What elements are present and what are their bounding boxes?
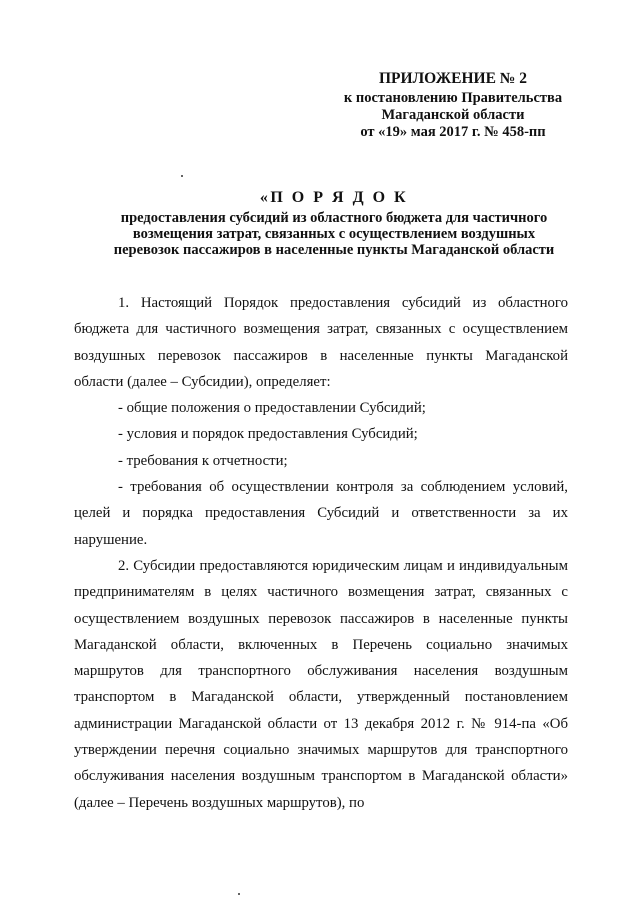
title-heading: «П О Р Я Д О К <box>259 189 409 206</box>
title-line-3: перевозок пассажиров в населенные пункты Магаданской области <box>113 242 555 258</box>
scan-speck <box>181 175 183 177</box>
title-line-2: возмещения затрат, связанных с осуществлением воздушных <box>132 226 536 242</box>
title-line-1: предоставления субсидий из областного бюджета для частичного <box>120 210 548 226</box>
appendix-header <box>318 70 588 141</box>
document-body <box>74 290 568 816</box>
paragraph-1: 1. Настоящий Порядок предоставления субсидий из областного бюджета для частичного возмещения затрат, связанных с осуществлением воздушных перевозок пассажиров в населенные пункты Магаданской области (далее – Субсидии), определяет: <box>74 295 568 390</box>
list-item-3: - требования к отчетности; <box>118 452 288 469</box>
document-title <box>60 190 608 258</box>
paragraph-2: 2. Субсидии предоставляются юридическим лицам и индивидуальным предпринимателям в целях частичного возмещения затрат, связанных с осуществлением воздушных перевозок пассажиров в населенные пункты Магаданской области, включенных в Перечень социально значимых маршрутов для транспортного обслуживания населения воздушным транспортом в Магаданской области, утвержденный постановлением администрации Магаданской области от 13 декабря 2012 г. № 914-па «Об утверждении перечня социально значимых маршрутов для транспортного обслуживания населения воздушным транспортом в Магаданской области» (далее – Перечень воздушных маршрутов), по <box>74 557 568 811</box>
scan-speck <box>238 893 240 895</box>
appendix-line-1: к постановлению Правительства <box>343 90 563 106</box>
appendix-line-3: от «19» мая 2017 г. № 458-пп <box>360 124 546 140</box>
list-item-1: - общие положения о предоставлении Субсидий; <box>118 400 426 417</box>
list-item-4: - требования об осуществлении контроля за соблюдением условий, целей и порядка предоставления Субсидий и ответственности за их нарушение. <box>74 479 568 548</box>
appendix-title: ПРИЛОЖЕНИЕ № 2 <box>379 70 527 87</box>
list-item-2: - условия и порядок предоставления Субсидий; <box>118 426 418 443</box>
appendix-line-2: Магаданской области <box>381 107 525 123</box>
